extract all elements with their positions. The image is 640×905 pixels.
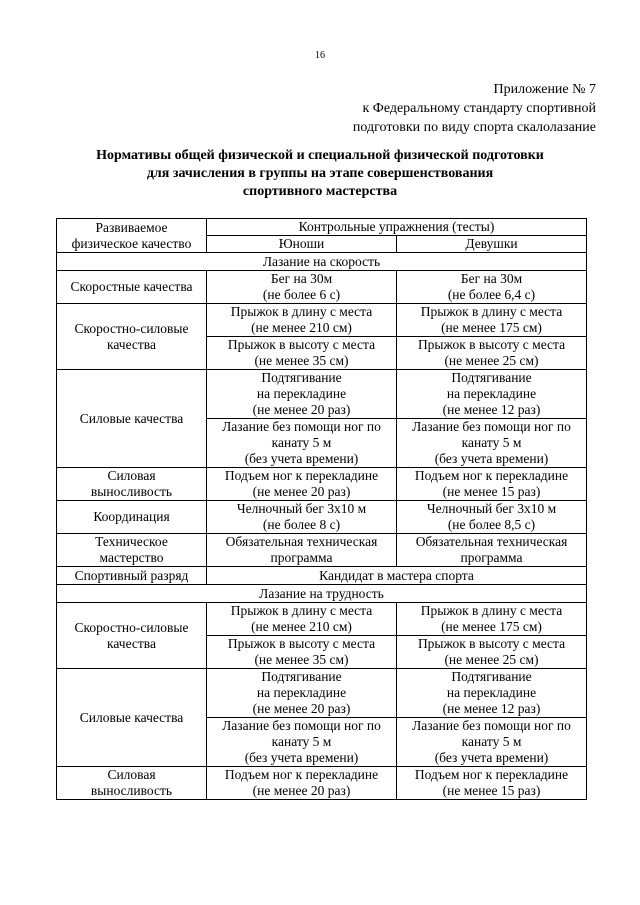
- girls-cell: Лазание без помощи ног по канату 5 м (без учета времени): [397, 718, 587, 767]
- table-row: [57, 501, 587, 534]
- girls-cell: Челночный бег 3х10 м (не более 8,5 с): [397, 501, 587, 534]
- girls-cell: Подтягивание на перекладине (не менее 12 раз): [397, 669, 587, 718]
- annex-reference: [353, 80, 596, 137]
- page-number: 16: [315, 50, 325, 61]
- boys-cell: Подъем ног к перекладине (не менее 20 раз): [207, 767, 397, 800]
- girls-cell: Прыжок в длину с места (не менее 175 см): [397, 603, 587, 636]
- annex-line: к Федеральному стандарту спортивной: [362, 101, 596, 116]
- boys-cell: Лазание без помощи ног по канату 5 м (без учета времени): [207, 718, 397, 767]
- boys-cell: Челночный бег 3х10 м (не более 8 с): [207, 501, 397, 534]
- girls-cell: Лазание без помощи ног по канату 5 м (без учета времени): [397, 419, 587, 468]
- girls-cell: Обязательная техническая программа: [397, 534, 587, 567]
- header-girls: Девушки: [397, 236, 587, 253]
- rank-value: Кандидат в мастера спорта: [207, 567, 587, 585]
- title-line: спортивного мастерства: [242, 184, 398, 199]
- header-row: [57, 219, 587, 236]
- title-line: Нормативы общей физической и специальной физической подготовки: [96, 148, 544, 163]
- quality-cell: Силовая выносливость: [57, 468, 207, 501]
- quality-cell: Скоростно-силовые качества: [57, 304, 207, 370]
- quality-cell: Силовая выносливость: [57, 767, 207, 800]
- annex-line: Приложение № 7: [493, 82, 596, 97]
- document-title: [40, 147, 600, 201]
- table-row: [57, 370, 587, 419]
- quality-cell: Координация: [57, 501, 207, 534]
- quality-cell: Техническое мастерство: [57, 534, 207, 567]
- girls-cell: Прыжок в высоту с места (не менее 25 см): [397, 636, 587, 669]
- table-row: [57, 669, 587, 718]
- section-title: Лазание на трудность: [57, 585, 587, 603]
- quality-cell: Скоростно-силовые качества: [57, 603, 207, 669]
- table-row: [57, 534, 587, 567]
- boys-cell: Бег на 30м (не более 6 с): [207, 271, 397, 304]
- girls-cell: Бег на 30м (не более 6,4 с): [397, 271, 587, 304]
- girls-cell: Подъем ног к перекладине (не менее 15 раз): [397, 767, 587, 800]
- girls-cell: Подъем ног к перекладине (не менее 15 раз): [397, 468, 587, 501]
- header-quality: Развиваемое физическое качество: [57, 219, 207, 253]
- header-boys: Юноши: [207, 236, 397, 253]
- table-row: [57, 767, 587, 800]
- boys-cell: Обязательная техническая программа: [207, 534, 397, 567]
- table-row: [57, 304, 587, 337]
- boys-cell: Прыжок в высоту с места (не менее 35 см): [207, 636, 397, 669]
- boys-cell: Прыжок в длину с места (не менее 210 см): [207, 603, 397, 636]
- section-title: Лазание на скорость: [57, 253, 587, 271]
- boys-cell: Прыжок в длину с места (не менее 210 см): [207, 304, 397, 337]
- table-row: [57, 603, 587, 636]
- quality-cell: Скоростные качества: [57, 271, 207, 304]
- boys-cell: Прыжок в высоту с места (не менее 35 см): [207, 337, 397, 370]
- annex-line: подготовки по виду спорта скалолазание: [352, 120, 596, 135]
- boys-cell: Подтягивание на перекладине (не менее 20 раз): [207, 669, 397, 718]
- section-row: [57, 585, 587, 603]
- title-line: для зачисления в группы на этапе совершенствования: [146, 166, 494, 181]
- rank-label: Спортивный разряд: [57, 567, 207, 585]
- boys-cell: Лазание без помощи ног по канату 5 м (без учета времени): [207, 419, 397, 468]
- girls-cell: Подтягивание на перекладине (не менее 12 раз): [397, 370, 587, 419]
- girls-cell: Прыжок в длину с места (не менее 175 см): [397, 304, 587, 337]
- header-tests: Контрольные упражнения (тесты): [207, 219, 587, 236]
- boys-cell: Подтягивание на перекладине (не менее 20 раз): [207, 370, 397, 419]
- table-row: [57, 468, 587, 501]
- quality-cell: Силовые качества: [57, 370, 207, 468]
- rank-row: [57, 567, 587, 585]
- boys-cell: Подъем ног к перекладине (не менее 20 раз): [207, 468, 397, 501]
- quality-cell: Силовые качества: [57, 669, 207, 767]
- section-row: [57, 253, 587, 271]
- table-row: [57, 271, 587, 304]
- girls-cell: Прыжок в высоту с места (не менее 25 см): [397, 337, 587, 370]
- norms-table: [56, 218, 587, 800]
